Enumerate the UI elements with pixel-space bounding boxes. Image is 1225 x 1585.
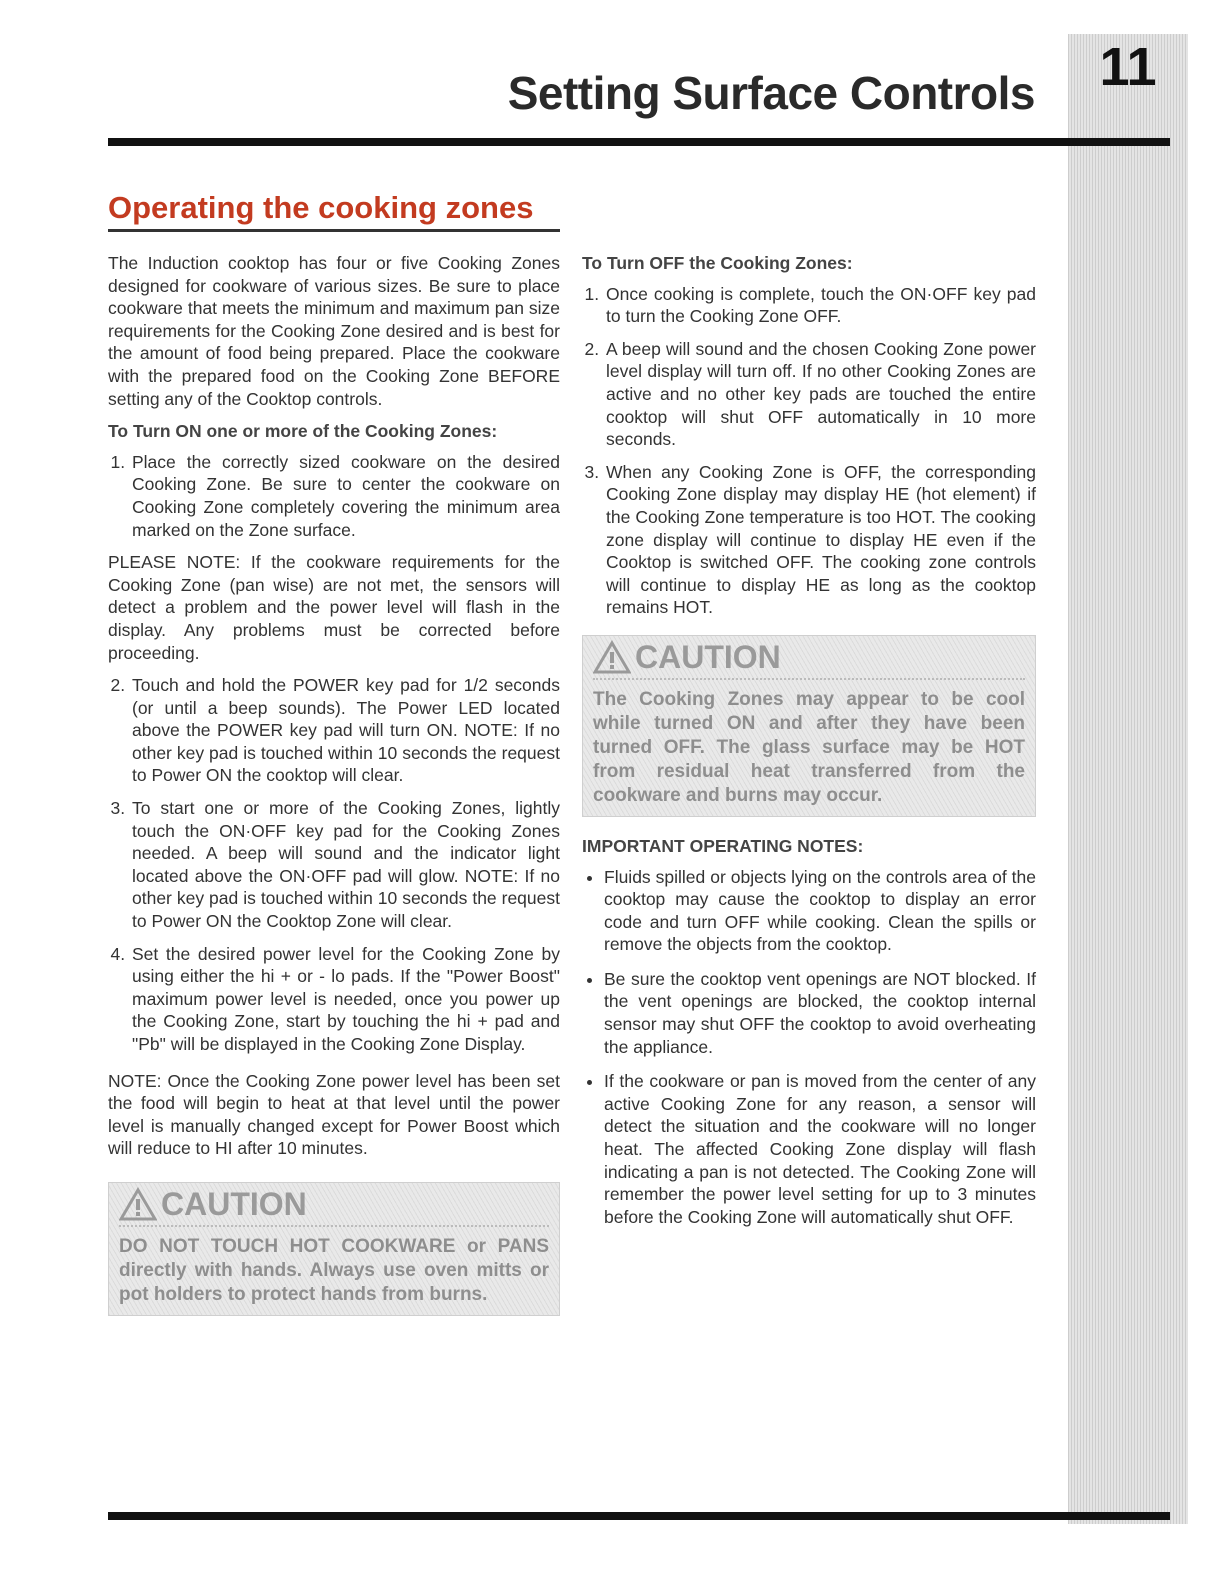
turn-off-heading: To Turn OFF the Cooking Zones: [582, 253, 853, 273]
section-title: Operating the cooking zones [108, 190, 560, 232]
turn-on-step-3: 3. To start one or more of the Cooking Zones, lightly touch the ON·OFF key pad for the Cooking Zones needed. A beep will sound and the indicator light located above the ON·OFF pad will glow. NOTE: If no other key pad is touched within 10 seconds the request to Power ON the Cooktop Zone will clear. [130, 797, 560, 933]
intro-paragraph: The Induction cooktop has four or five Cooking Zones designed for cookware of various sizes. Be sure to place cookware that meets the minimum and maximum pan size requirements for the Cooking Zone desired and is best for the amount of food being prepared. Place the cookware with the prepared food on the Cooking Zone BEFORE setting any of the Cooktop controls. [108, 253, 560, 409]
caution-text-right: The Cooking Zones may appear to be cool while turned ON and after they have been turned OFF. The glass surface may be HOT from residual heat transferred from the cookware and burns may occur. [593, 688, 1025, 806]
caution-title-right: CAUTION [635, 638, 781, 675]
page-number: 11 [1099, 37, 1157, 97]
footer-rule [108, 1512, 1170, 1520]
caution-heading-left [119, 1187, 549, 1227]
turn-off-steps [582, 283, 1036, 619]
notes-heading: IMPORTANT OPERATING NOTES: [582, 835, 864, 856]
turn-on-steps-b [108, 674, 560, 1056]
turn-on-steps-a [108, 451, 560, 541]
note-item: • Fluids spilled or objects lying on the controls area of the cooktop may cause the cooktop to display an error code and turn OFF while cooking. Clean the spills or remove the objects from the cooktop. [604, 866, 1036, 956]
warning-triangle-icon [593, 640, 631, 674]
turn-on-step-1: 1. Place the correctly sized cookware on the desired Cooking Zone. Be sure to center the cookware on Cooking Zone completely covering the minimum area marked on the Zone surface. [130, 451, 560, 541]
turn-off-step-3: 3. When any Cooking Zone is OFF, the corresponding Cooking Zone display may display HE (hot element) if the Cooking Zone temperature is too HOT. The cooking zone display will continue to display HE even if the Cooktop is switched OFF. The cooking zone controls will continue to display HE as long as the cooktop remains HOT. [604, 461, 1036, 619]
header-rule [108, 138, 1170, 146]
turn-off-step-2: 2. A beep will sound and the chosen Cooking Zone power level display will turn off. If no other Cooking Zones are active and no other key pads are touched the entire cooktop will shut OFF automatically in 10 more seconds. [604, 338, 1036, 451]
left-column [108, 252, 560, 1334]
turn-off-step-1: 1. Once cooking is complete, touch the ON·OFF key pad to turn the Cooking Zone OFF. [604, 283, 1036, 328]
page-edge-tab [1068, 34, 1188, 1524]
turn-on-step-4: 4. Set the desired power level for the Cooking Zone by using either the hi + or - lo pads. If the "Power Boost" maximum power level is needed, once you power up the Cooking Zone, start by touching the hi + pad and "Pb" will be displayed in the Cooking Zone Display. [130, 943, 560, 1056]
note-item: • Be sure the cooktop vent openings are NOT blocked. If the vent openings are blocked, the cooktop internal sensor may shut OFF the cooktop to avoid overheating the appliance. [604, 968, 1036, 1058]
caution-box-right [582, 635, 1036, 817]
page-title: Setting Surface Controls [507, 67, 1035, 119]
note-paragraph: NOTE: Once the Cooking Zone power level has been set the food will begin to heat at that level until the power level is manually changed except for Power Boost which will reduce to HI after 10 minutes. [108, 1070, 560, 1159]
caution-text-left: DO NOT TOUCH HOT COOKWARE or PANS directly with hands. Always use oven mitts or pot holders to protect hands from burns. [119, 1235, 549, 1305]
notes-list [582, 866, 1036, 1229]
caution-box-left [108, 1182, 560, 1316]
please-note-paragraph: PLEASE NOTE: If the cookware requirements for the Cooking Zone (pan wise) are not met, the sensors will detect a problem and the power level will flash in the display. Any problems must be corrected before proceeding. [108, 552, 560, 663]
right-column [582, 252, 1036, 1240]
caution-heading-right [593, 640, 1025, 680]
caution-title-left: CAUTION [161, 1185, 307, 1222]
turn-on-heading: To Turn ON one or more of the Cooking Zones: [108, 421, 498, 442]
warning-triangle-icon [119, 1187, 157, 1221]
note-item: • If the cookware or pan is moved from the center of any active Cooking Zone for any reason, a sensor will detect the situation and the cookware will no longer heat. The affected Cooking Zone display will flash indicating a pan is not detected. The Cooking Zone will remember the power level setting for up to 3 minutes before the Cooking Zone will automatically shut OFF. [604, 1070, 1036, 1228]
turn-on-step-2: 2. Touch and hold the POWER key pad for 1/2 seconds (or until a beep sounds). The Power LED located above the POWER key pad will turn ON. NOTE: If no other key pad is touched within 10 seconds the request to Power ON the cooktop will clear. [130, 674, 560, 787]
